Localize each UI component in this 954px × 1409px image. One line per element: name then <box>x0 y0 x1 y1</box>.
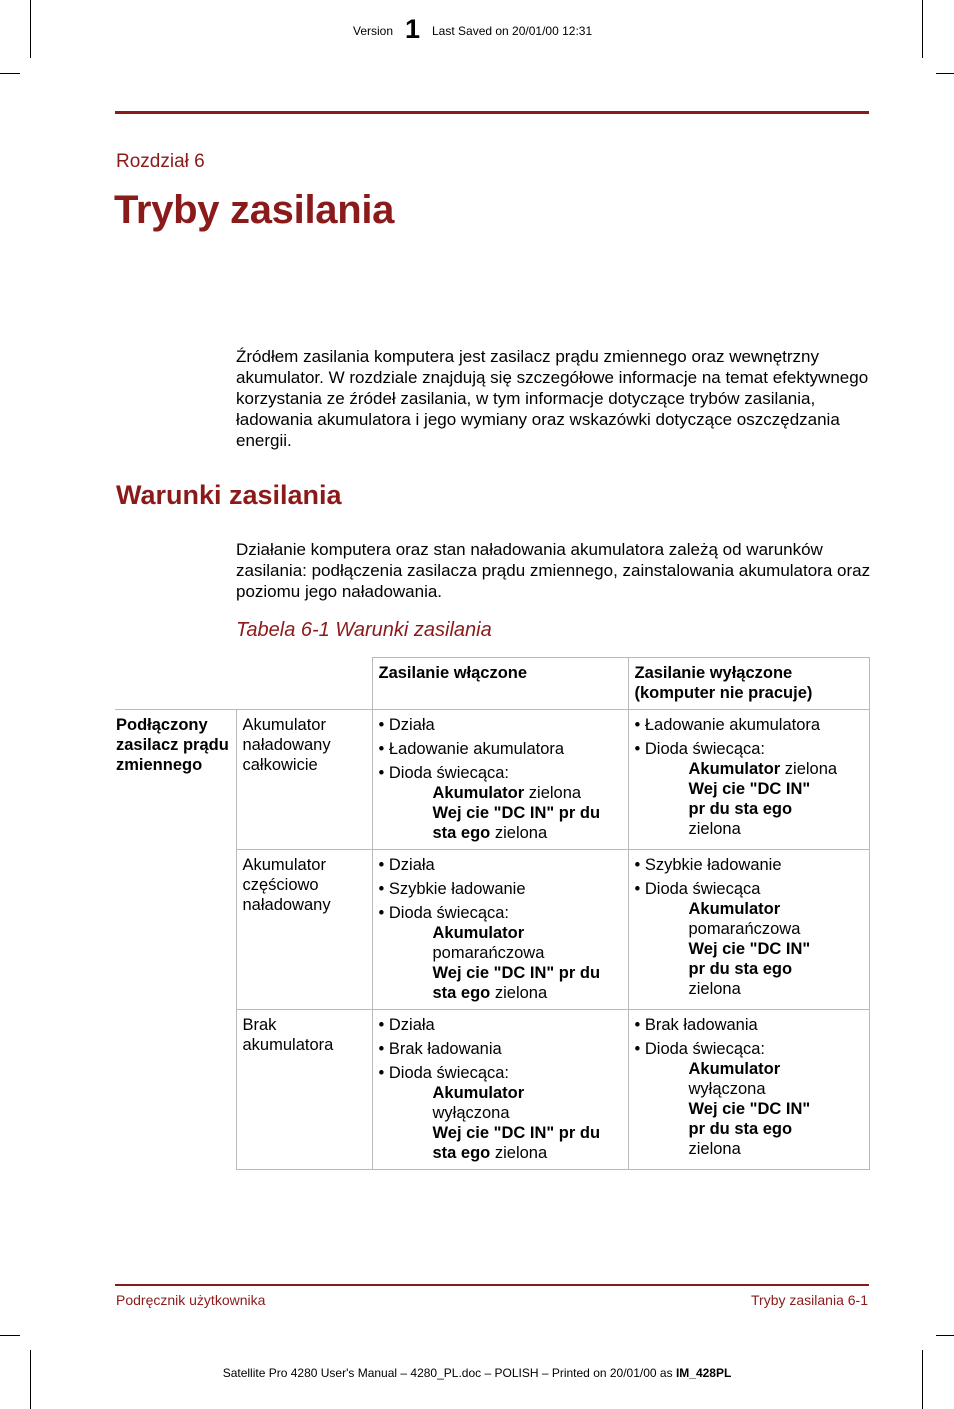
led-dc-label-1 <box>635 1099 863 1119</box>
battery-state: Akumulator częściowo naładowany <box>236 850 372 1010</box>
led-battery-label <box>635 899 863 919</box>
table-header-row <box>115 658 869 710</box>
led-battery-state: zielona <box>780 760 838 778</box>
led-dc-in <box>379 803 622 843</box>
led-battery <box>379 783 622 803</box>
list-item <box>635 739 863 839</box>
battery-state: Akumulator naładowany całkowicie <box>236 710 372 850</box>
led-battery-label <box>379 923 622 943</box>
crop-mark <box>922 0 923 58</box>
print-info <box>0 1366 954 1380</box>
footer-left: Podręcznik użytkownika <box>116 1292 266 1308</box>
led-dc-in <box>379 1123 622 1163</box>
led-battery-label-text: Akumulator <box>432 924 525 942</box>
led-battery-state: pomarańczowa <box>688 920 801 938</box>
led-dc-label: Wej cie "DC IN" <box>688 1100 811 1118</box>
intro-paragraph: Źródłem zasilania komputera jest zasilacz prądu zmiennego oraz wewnętrzny akumulator. W rozdziale znajdują się szczegółowe informacje na temat efektywnego korzystania ze źródeł zasilania, w tym informacje dotyczące trybów zasilania, ładowania akumulatora i jego wymiany oraz wskazówki dotyczące oszczędzania energii. <box>236 347 869 450</box>
print-code: IM_428PL <box>675 1366 732 1380</box>
list-item: • Działa <box>378 716 435 734</box>
led-dc-state: zielona <box>688 1140 741 1158</box>
table-row <box>115 710 869 850</box>
table-caption: Tabela 6-1 Warunki zasilania <box>236 619 492 641</box>
page-title: Tryby zasilania <box>114 188 395 232</box>
battery-state: Brak akumulatora <box>236 1010 372 1170</box>
table-corner <box>115 658 372 710</box>
led-label: • Dioda świecąca: <box>378 1064 510 1082</box>
list-item: • Ładowanie akumulatora <box>634 716 821 734</box>
led-battery-label-text: Akumulator <box>688 1060 781 1078</box>
list-item <box>635 1039 863 1159</box>
led-label: • Dioda świecąca: <box>634 1040 766 1058</box>
led-dc-label: pr du sta ego <box>688 960 793 978</box>
crop-mark <box>0 1335 20 1336</box>
list-item: • Szybkie ładowanie <box>378 880 526 898</box>
led-battery-label: Akumulator <box>688 760 781 778</box>
power-on-cell <box>372 850 628 1010</box>
power-off-cell <box>628 710 869 850</box>
list-item: • Działa <box>378 1016 435 1034</box>
list-item <box>379 763 622 843</box>
led-label: • Dioda świecąca: <box>634 740 766 758</box>
print-line: Satellite Pro 4280 User's Manual – 4280_PL.doc – POLISH – Printed on 20/01/00 as <box>222 1366 676 1380</box>
led-dc-label: Wej cie "DC IN" <box>688 780 811 798</box>
led-battery <box>635 759 863 779</box>
led-dc-state: zielona <box>490 984 548 1002</box>
led-dc-label-2 <box>635 799 863 819</box>
power-conditions-table <box>115 657 870 1170</box>
list-item: • Brak ładowania <box>634 1016 758 1034</box>
power-on-cell <box>372 710 628 850</box>
led-dc-label-2 <box>635 959 863 979</box>
list-item <box>379 1063 622 1163</box>
led-dc-label: Wej cie "DC IN" <box>688 940 811 958</box>
crop-mark <box>0 73 20 74</box>
bottom-rule <box>115 1284 869 1286</box>
top-rule <box>115 111 869 114</box>
col-header-on: Zasilanie włączone <box>372 658 628 710</box>
led-dc-in <box>379 963 622 1003</box>
led-dc-state: zielona <box>490 1144 548 1162</box>
col-header-off: Zasilanie wyłączone (komputer nie pracuje) <box>628 658 869 710</box>
footer-page-number: Tryby zasilania 6-1 <box>751 1292 868 1308</box>
led-dc-state: zielona <box>490 824 548 842</box>
led-battery-state: pomarańczowa <box>432 944 545 962</box>
crop-mark <box>30 0 31 58</box>
led-dc-label: Wej cie "DC IN" pr du sta ego <box>432 1124 601 1162</box>
list-item: • Działa <box>378 856 435 874</box>
list-item <box>635 879 863 999</box>
section-paragraph: Działanie komputera oraz stan naładowania akumulatora zależą od warunków zasilania: podłączenia zasilacza prądu zmiennego, zainstalowania akumulatora oraz poziomu jego naładowania. <box>236 540 871 601</box>
led-battery-label <box>635 1059 863 1079</box>
row-group-header: Podłączony zasilacz prądu zmiennego <box>115 710 236 1170</box>
list-item: • Ładowanie akumulatora <box>378 740 565 758</box>
led-battery-state: wyłączona <box>688 1080 766 1098</box>
led-battery-label <box>379 1083 622 1103</box>
chapter-label: Rozdział 6 <box>116 151 205 172</box>
led-dc-state: zielona <box>688 820 741 838</box>
section-heading: Warunki zasilania <box>116 480 342 510</box>
power-off-cell <box>628 1010 869 1170</box>
led-battery-label-text: Akumulator <box>688 900 781 918</box>
version-number: 1 <box>405 14 421 44</box>
led-battery-label-text: Akumulator <box>432 1084 525 1102</box>
led-dc-state: zielona <box>688 980 741 998</box>
crop-mark <box>936 73 954 74</box>
led-battery-label: Akumulator <box>432 784 525 802</box>
last-saved: Last Saved on 20/01/00 12:31 <box>432 24 593 38</box>
led-dc-label-1 <box>635 939 863 959</box>
list-item <box>379 903 622 1003</box>
crop-mark <box>936 1335 954 1336</box>
led-label: • Dioda świecąca: <box>378 904 510 922</box>
led-dc-label: Wej cie "DC IN" pr du sta ego <box>432 804 601 842</box>
power-on-cell <box>372 1010 628 1170</box>
led-dc-label: pr du sta ego <box>688 800 793 818</box>
led-battery-state: wyłączona <box>432 1104 510 1122</box>
led-dc-label: Wej cie "DC IN" pr du sta ego <box>432 964 601 1002</box>
led-label: • Dioda świecąca <box>634 880 761 898</box>
list-item: • Szybkie ładowanie <box>634 856 782 874</box>
led-dc-label-2 <box>635 1119 863 1139</box>
power-off-cell <box>628 850 869 1010</box>
led-label: • Dioda świecąca: <box>378 764 510 782</box>
led-battery-state: zielona <box>524 784 582 802</box>
led-dc-label: pr du sta ego <box>688 1120 793 1138</box>
list-item: • Brak ładowania <box>378 1040 502 1058</box>
version-label: Version <box>353 24 394 38</box>
led-dc-label-1 <box>635 779 863 799</box>
